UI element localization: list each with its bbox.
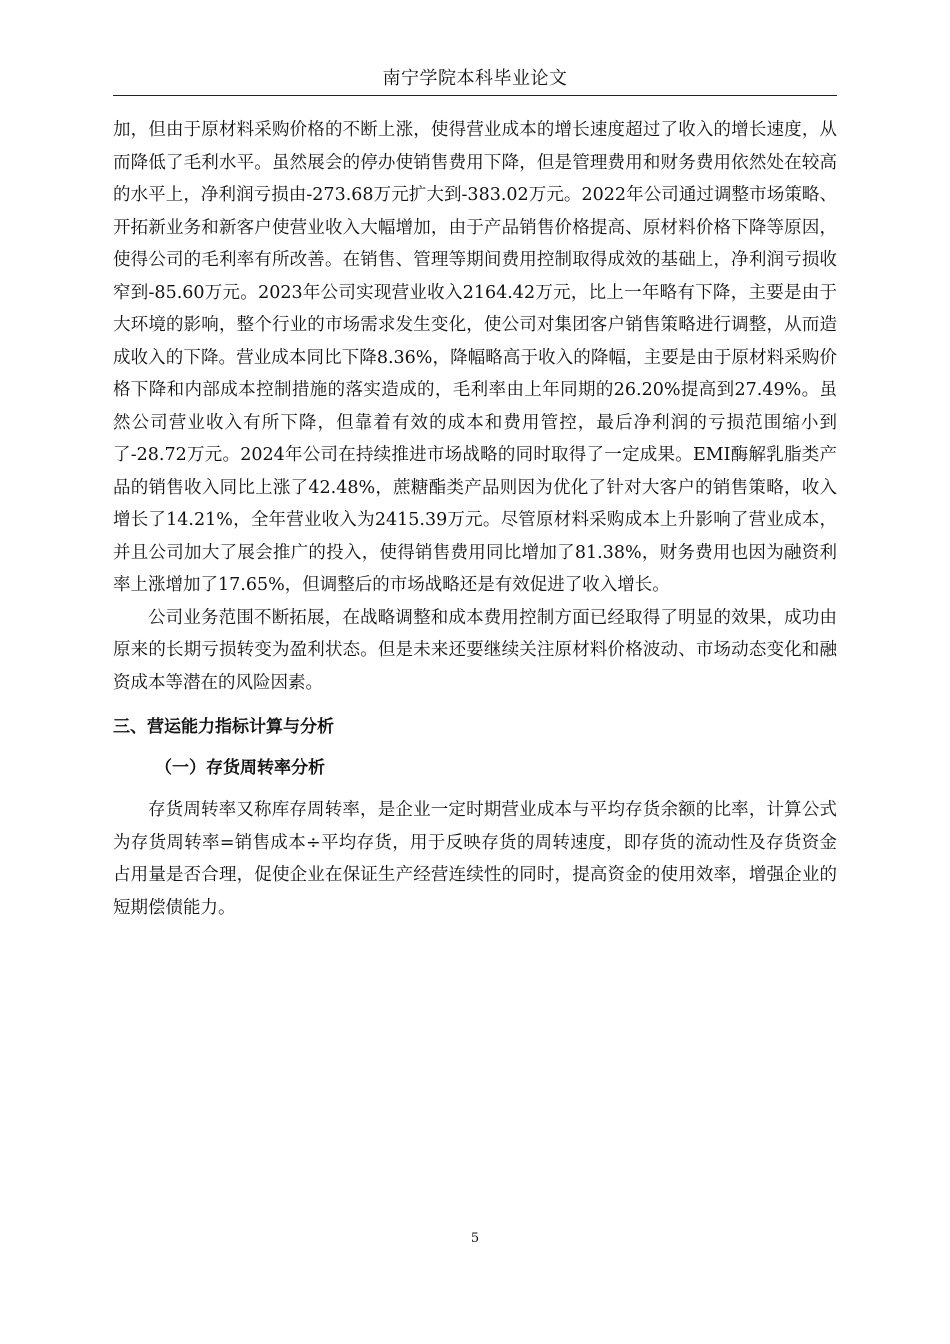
body-content [113, 114, 837, 924]
paragraph-inventory-turnover: 存货周转率又称库存周转率，是企业一定时期营业成本与平均存货余额的比率，计算公式为存货周转率=销售成本÷平均存货，用于反映存货的周转速度，即存货的流动性及存货资金占用量是否合理，促使企业在保证生产经营连续性的同时，提高资金的使用效率，增强企业的短期偿债能力。 [113, 800, 837, 918]
subsection-heading: （一）存货周转率分析 [155, 757, 325, 778]
page-number: 5 [470, 1231, 480, 1246]
page-header-title: 南宁学院本科毕业论文 [382, 68, 568, 89]
paragraph-continuation: 加，但由于原材料采购价格的不断上涨，使得营业成本的增长速度超过了收入的增长速度，从而降低了毛利水平。虽然展会的停办使销售费用下降，但是管理费用和财务费用依然处在较高的水平上，净利润亏损由-273.68万元扩大到-383.02万元。2022年公司通过调整市场策略、开拓新业务和新客户使营业收入大幅增加，由于产品销售价格提高、原材料价格下降等原因，使得公司的毛利率有所改善。在销售、管理等期间费用控制取得成效的基础上，净利润亏损收窄到-85.60万元。2023年公司实现营业收入2164.42万元，比上一年略有下降，主要是由于大环境的影响，整个行业的市场需求发生变化，使公司对集团客户销售策略进行调整，从而造成收入的下降。营业成本同比下降8.36%，降幅略高于收入的降幅，主要是由于原材料采购价格下降和内部成本控制措施的落实造成的，毛利率由上年同期的26.20%提高到27.49%。虽然公司营业收入有所下降，但靠着有效的成本和费用管控，最后净利润的亏损范围缩小到了-28.72万元。2024年公司在持续推进市场战略的同时取得了一定成果。EMI酶解乳脂类产品的销售收入同比上涨了42.48%，蔗糖酯类产品则因为优化了针对大客户的销售策略，收入增长了14.21%，全年营业收入为2415.39万元。尽管原材料采购成本上升影响了营业成本，并且公司加大了展会推广的投入，使得销售费用同比增加了81.38%，财务费用也因为融资利率上涨增加了17.65%，但调整后的市场战略还是有效促进了收入增长。 [113, 120, 837, 595]
header-divider [113, 95, 837, 96]
section-heading: 三、营运能力指标计算与分析 [113, 717, 334, 737]
paragraph-summary: 公司业务范围不断拓展，在战略调整和成本费用控制方面已经取得了明显的效果，成功由原来的长期亏损转变为盈利状态。但是未来还要继续关注原材料价格波动、市场动态变化和融资成本等潜在的风险因素。 [113, 607, 837, 693]
